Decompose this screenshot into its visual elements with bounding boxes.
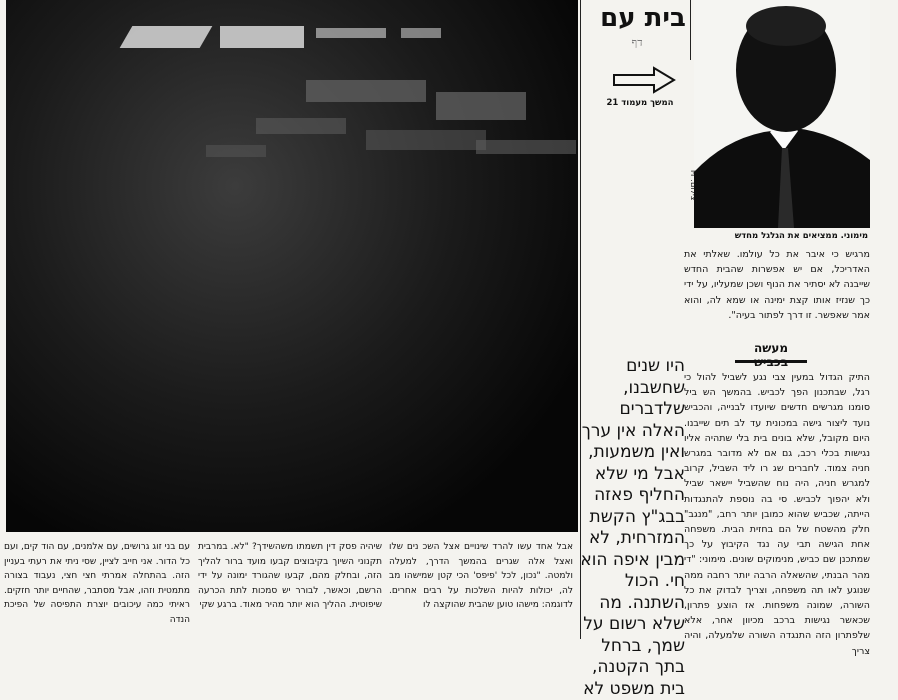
pull-quote-line: האלה אין ערך [581,421,685,443]
portrait-photo [694,0,870,228]
pull-quote [581,356,685,639]
article-text-right-top: מרגיש כי איבר את כל עולמו. שאלתי את האדריכל, אם יש אפשרות שהבית החדש שייבנה לא יסתיר את הנוף ושכן שמעליו, על ידי כך שנזיז אותו קצת ימינה או שמא לה, והוא אמר שאפשר. זו דרך לפתור בעיה". [684,247,870,319]
photo-roof-highlight [316,28,386,38]
pull-quote-line: בבג"ץ הקשת [581,507,685,529]
photo-roof-highlight [220,26,304,48]
column-rule [690,0,691,60]
photo-building [256,118,346,134]
article-text: שיהיה פסק דין תשמתו משהשידך? "לא. במרבית תקנוני השיוך בקיבוצים קבעו מועד ברור להליך הזה, ובחלק מהם, קבעו שהגורד ימונה על ידי הרשם, וכאשר, לבורר יש סמכות לתת הכרעה שיפוטית. ההליך הוא יותר מהיר מאוד. ברגע שקי [198,540,382,613]
pull-quote-line: בית משפט לא [581,679,685,700]
article-column-bottom-middle [198,540,382,639]
continued-arrow-icon [612,66,676,94]
pull-quote-line: שחשבנו, [581,378,685,400]
main-photo [6,0,578,532]
article-text-right-bottom: התיק הגדול במעין צבי נגע לשביל להול כי רגל, שבתכנון הפך לכביש. בהמשך הש ביל סומנו מגרשים חדשים שיועדו לבנייה, והכביש נועד ליצור גישה במכונית עד לב תים שייבנו. היום מקובל, שלא בונים בית בלי שתהיה אליו נגישות בכלי רכב, גם אם לא מדובר במגרש חניה צמוד. לחברים שג רו ליד השביל, קרוב למגרש חניה, היה נוח שהשביל יישאר שביל ולא יהפוך לכביש. סי בה נוספת להתנגדות הייתה, שכביש שהוא כמובן יותר רחב, "מנגב" חלק מהשטח של הם בחזית הבית. משפחה אחת הגישה תבי עה נגד הקיבוץ על כך שמתכנן שם כביש, מנימוקים שונים. מימוני: "די מהר הבנתי, שהשאלה הרבה יותר רחבה ממה שנוגע לאו תה משפחה, וצריך לבדוק את כל השורה, שמונה משפחות. אז הוצע פתרון, שכאשר נגישות ברכב מכיוון אחר, אלא שלפתרון הזה התנגדה השורה שלמעלה, והיה צריך [684,370,870,639]
photo-caption: מימוני. ממציאים את הגלגל מחדש [690,231,868,245]
article-text: עם בני זוג גרושים, עם אלמנים, עם הוד קים, ועם כל הדור. אני חייב לציין, שסי ניתי את רעתי בעניין הזה. בהתחלה אמרתי חצי חצי, נעבוד בצורה מתמטית וזהו, אבל מסתבר, שהחיים יותר חזקים. ראיתי כמה עיכובים יוצרת התפיסה של הפיכת הנדה [4,540,190,627]
photo-building [476,140,576,154]
pull-quote-line: שמך, ברחל [581,636,685,658]
pull-quote-line: היו שנים [581,356,685,378]
continued-note: המשך מעמוד 21 [600,98,680,112]
pull-quote-line: בתך הקטנה, [581,657,685,679]
photo-roof-highlight [120,26,213,48]
section-subhead: מעשה בכביש [735,341,807,363]
photo-building [206,145,266,157]
pull-quote-line: אבל מי שלא [581,464,685,486]
portrait-figure-icon [694,0,870,228]
pull-quote-line: מבין איפה הוא [581,550,685,572]
photo-roof-highlight [401,28,441,38]
photo-building [366,130,486,150]
pull-quote-line: השתנה. מה [581,593,685,615]
pull-quote-line: שלדברים [581,399,685,421]
article-text: אבל אחד עשו להרד שינויים אצל השכ נים שלו ואצל אלה שגרים בהמשך הדרך, למעלה ולמטה. "נכון, לכל 'פיפס' הכי קטן שמישהו מב לה, יכולות להיות השלכות על רבים אחרים. לדוגמה: מישהו טוען שהבית שהוקצה לו [389,540,573,613]
article-column-bottom-left [4,540,190,639]
pull-quote-line: חי. הכול [581,571,685,593]
photo-building [306,80,426,102]
headline: בית עם [598,0,688,38]
headline-submark: דף [617,36,657,54]
photo-credit: צילום: זיו [686,170,698,230]
photo-building [436,92,526,120]
article-column-bottom-right [389,540,573,639]
pull-quote-line: שלא רשום על [581,614,685,636]
pull-quote-line: המזרחית, לא [581,528,685,550]
pull-quote-line: ואין משמעות, [581,442,685,464]
pull-quote-line: החליף פאזה [581,485,685,507]
